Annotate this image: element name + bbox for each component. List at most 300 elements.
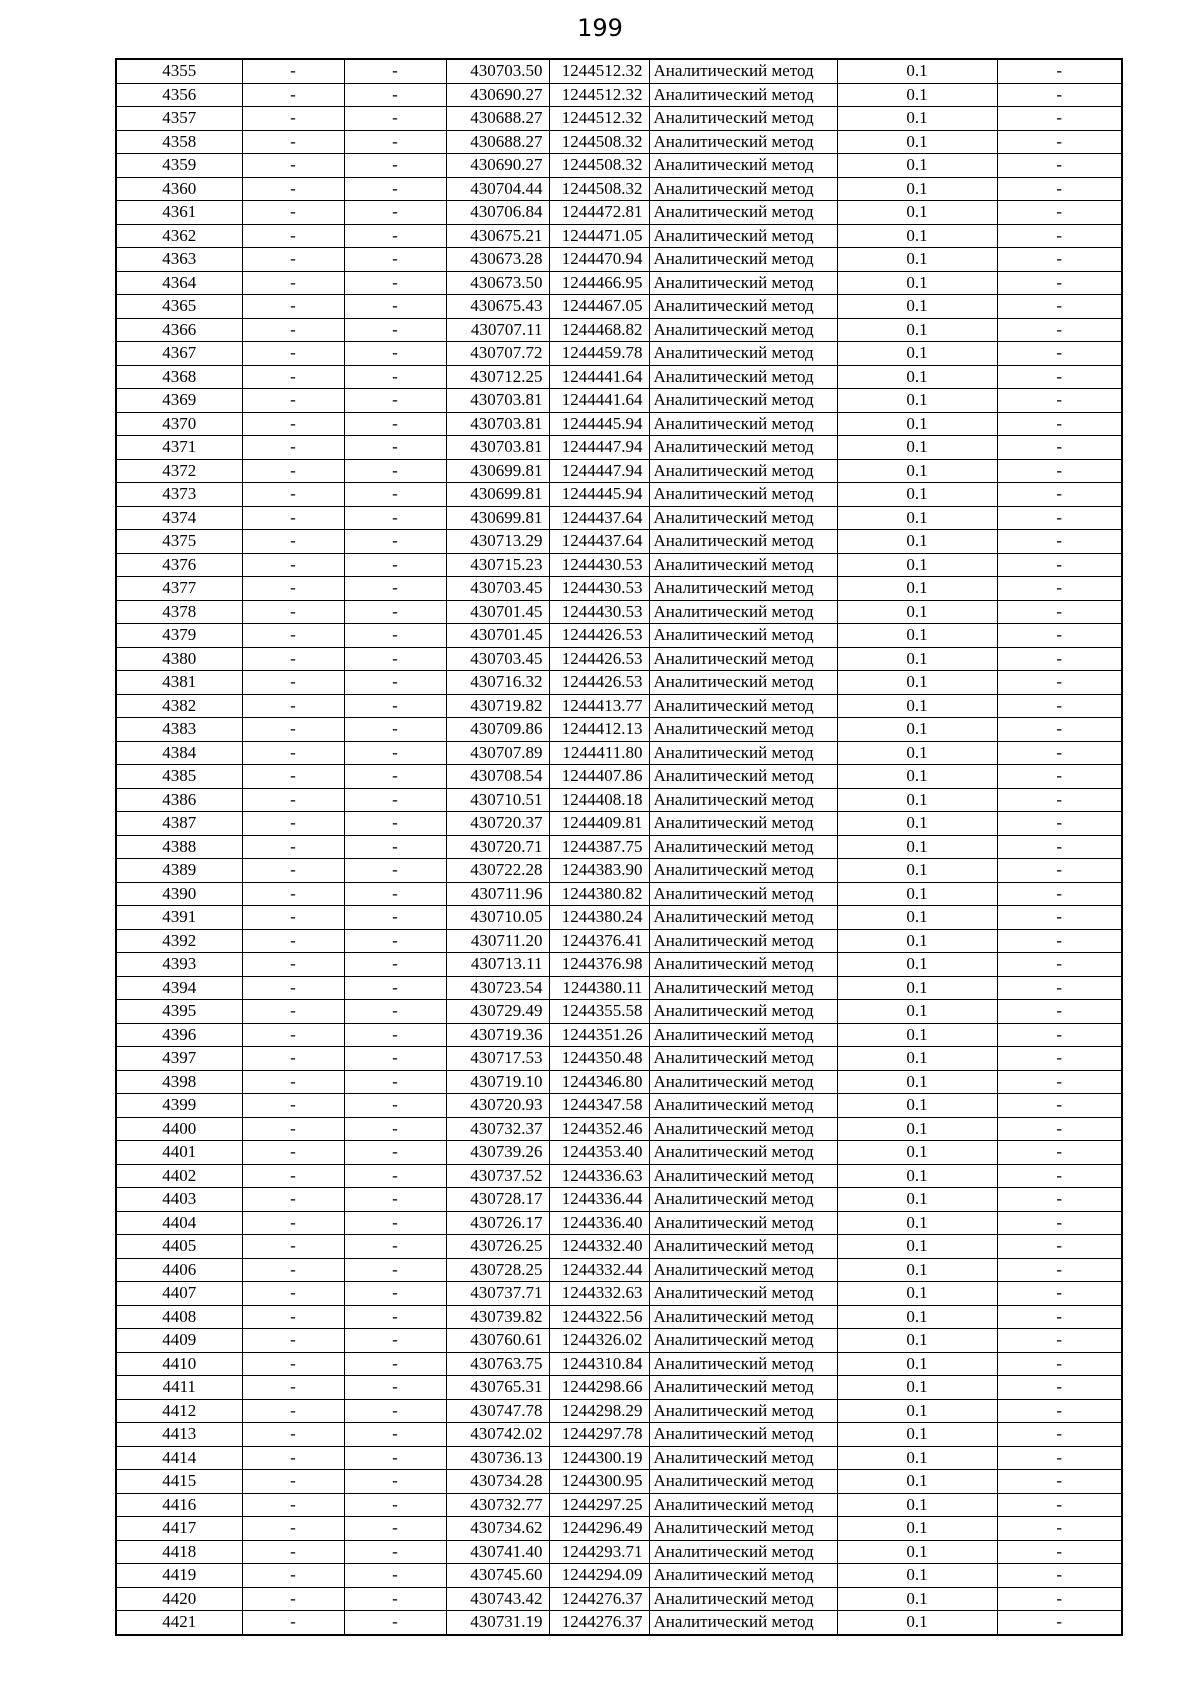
x-coordinate-cell: 430703.81 [446, 389, 549, 413]
empty-cell: - [242, 318, 344, 342]
empty-cell: - [997, 1329, 1122, 1353]
method-cell: Аналитический метод [649, 835, 837, 859]
empty-cell: - [344, 177, 446, 201]
empty-cell: - [997, 107, 1122, 131]
table-row [116, 1188, 1122, 1212]
empty-cell: - [242, 882, 344, 906]
y-coordinate-cell: 1244459.78 [549, 342, 649, 366]
accuracy-cell: 0.1 [837, 929, 997, 953]
empty-cell: - [997, 1564, 1122, 1588]
empty-cell: - [242, 577, 344, 601]
accuracy-cell: 0.1 [837, 506, 997, 530]
method-cell: Аналитический метод [649, 59, 837, 83]
empty-cell: - [997, 389, 1122, 413]
point-number-cell: 4408 [116, 1305, 242, 1329]
point-number-cell: 4417 [116, 1517, 242, 1541]
empty-cell: - [242, 1188, 344, 1212]
accuracy-cell: 0.1 [837, 1540, 997, 1564]
y-coordinate-cell: 1244408.18 [549, 788, 649, 812]
empty-cell: - [997, 1141, 1122, 1165]
method-cell: Аналитический метод [649, 1023, 837, 1047]
table-row [116, 1587, 1122, 1611]
method-cell: Аналитический метод [649, 1211, 837, 1235]
empty-cell: - [344, 976, 446, 1000]
empty-cell: - [997, 600, 1122, 624]
accuracy-cell: 0.1 [837, 1047, 997, 1071]
empty-cell: - [242, 1376, 344, 1400]
method-cell: Аналитический метод [649, 83, 837, 107]
empty-cell: - [344, 1376, 446, 1400]
empty-cell: - [242, 83, 344, 107]
empty-cell: - [997, 835, 1122, 859]
y-coordinate-cell: 1244346.80 [549, 1070, 649, 1094]
method-cell: Аналитический метод [649, 342, 837, 366]
empty-cell: - [344, 694, 446, 718]
empty-cell: - [344, 1587, 446, 1611]
empty-cell: - [242, 1446, 344, 1470]
table-row [116, 365, 1122, 389]
x-coordinate-cell: 430765.31 [446, 1376, 549, 1400]
empty-cell: - [242, 741, 344, 765]
point-number-cell: 4421 [116, 1611, 242, 1635]
point-number-cell: 4373 [116, 483, 242, 507]
y-coordinate-cell: 1244426.53 [549, 671, 649, 695]
y-coordinate-cell: 1244326.02 [549, 1329, 649, 1353]
empty-cell: - [242, 788, 344, 812]
accuracy-cell: 0.1 [837, 1235, 997, 1259]
method-cell: Аналитический метод [649, 1446, 837, 1470]
y-coordinate-cell: 1244470.94 [549, 248, 649, 272]
method-cell: Аналитический метод [649, 506, 837, 530]
point-number-cell: 4407 [116, 1282, 242, 1306]
y-coordinate-cell: 1244298.66 [549, 1376, 649, 1400]
method-cell: Аналитический метод [649, 1000, 837, 1024]
empty-cell: - [242, 1352, 344, 1376]
method-cell: Аналитический метод [649, 1470, 837, 1494]
empty-cell: - [344, 671, 446, 695]
empty-cell: - [997, 459, 1122, 483]
method-cell: Аналитический метод [649, 1188, 837, 1212]
y-coordinate-cell: 1244276.37 [549, 1587, 649, 1611]
y-coordinate-cell: 1244413.77 [549, 694, 649, 718]
point-number-cell: 4371 [116, 436, 242, 460]
y-coordinate-cell: 1244471.05 [549, 224, 649, 248]
x-coordinate-cell: 430690.27 [446, 83, 549, 107]
empty-cell: - [344, 1399, 446, 1423]
table-row [116, 506, 1122, 530]
empty-cell: - [344, 1188, 446, 1212]
x-coordinate-cell: 430699.81 [446, 459, 549, 483]
empty-cell: - [242, 976, 344, 1000]
empty-cell: - [242, 224, 344, 248]
accuracy-cell: 0.1 [837, 1611, 997, 1635]
empty-cell: - [242, 1258, 344, 1282]
empty-cell: - [242, 953, 344, 977]
point-number-cell: 4411 [116, 1376, 242, 1400]
table-row [116, 882, 1122, 906]
empty-cell: - [242, 530, 344, 554]
empty-cell: - [242, 1423, 344, 1447]
coordinates-table [115, 58, 1123, 1636]
empty-cell: - [242, 906, 344, 930]
y-coordinate-cell: 1244276.37 [549, 1611, 649, 1635]
x-coordinate-cell: 430704.44 [446, 177, 549, 201]
empty-cell: - [997, 436, 1122, 460]
empty-cell: - [344, 271, 446, 295]
empty-cell: - [242, 1493, 344, 1517]
empty-cell: - [344, 1117, 446, 1141]
point-number-cell: 4374 [116, 506, 242, 530]
table-row [116, 248, 1122, 272]
point-number-cell: 4413 [116, 1423, 242, 1447]
empty-cell: - [344, 459, 446, 483]
y-coordinate-cell: 1244512.32 [549, 59, 649, 83]
method-cell: Аналитический метод [649, 859, 837, 883]
empty-cell: - [242, 1235, 344, 1259]
y-coordinate-cell: 1244512.32 [549, 83, 649, 107]
accuracy-cell: 0.1 [837, 859, 997, 883]
accuracy-cell: 0.1 [837, 741, 997, 765]
empty-cell: - [344, 812, 446, 836]
y-coordinate-cell: 1244445.94 [549, 483, 649, 507]
y-coordinate-cell: 1244380.11 [549, 976, 649, 1000]
table-row [116, 1376, 1122, 1400]
empty-cell: - [344, 953, 446, 977]
table-row [116, 741, 1122, 765]
empty-cell: - [997, 1517, 1122, 1541]
point-number-cell: 4401 [116, 1141, 242, 1165]
empty-cell: - [242, 59, 344, 83]
method-cell: Аналитический метод [649, 483, 837, 507]
empty-cell: - [344, 929, 446, 953]
point-number-cell: 4409 [116, 1329, 242, 1353]
empty-cell: - [344, 1517, 446, 1541]
x-coordinate-cell: 430703.81 [446, 436, 549, 460]
empty-cell: - [344, 1540, 446, 1564]
table-row [116, 1094, 1122, 1118]
accuracy-cell: 0.1 [837, 1399, 997, 1423]
method-cell: Аналитический метод [649, 600, 837, 624]
x-coordinate-cell: 430675.43 [446, 295, 549, 319]
method-cell: Аналитический метод [649, 1611, 837, 1635]
method-cell: Аналитический метод [649, 929, 837, 953]
x-coordinate-cell: 430743.42 [446, 1587, 549, 1611]
accuracy-cell: 0.1 [837, 1117, 997, 1141]
method-cell: Аналитический метод [649, 1047, 837, 1071]
method-cell: Аналитический метод [649, 906, 837, 930]
y-coordinate-cell: 1244437.64 [549, 506, 649, 530]
method-cell: Аналитический метод [649, 1587, 837, 1611]
empty-cell: - [242, 1470, 344, 1494]
empty-cell: - [997, 1282, 1122, 1306]
x-coordinate-cell: 430688.27 [446, 130, 549, 154]
accuracy-cell: 0.1 [837, 1587, 997, 1611]
x-coordinate-cell: 430732.37 [446, 1117, 549, 1141]
point-number-cell: 4405 [116, 1235, 242, 1259]
empty-cell: - [997, 248, 1122, 272]
method-cell: Аналитический метод [649, 624, 837, 648]
table-row [116, 1141, 1122, 1165]
accuracy-cell: 0.1 [837, 765, 997, 789]
empty-cell: - [997, 553, 1122, 577]
empty-cell: - [242, 812, 344, 836]
table-row [116, 154, 1122, 178]
table-row [116, 412, 1122, 436]
y-coordinate-cell: 1244383.90 [549, 859, 649, 883]
table-row [116, 177, 1122, 201]
point-number-cell: 4382 [116, 694, 242, 718]
accuracy-cell: 0.1 [837, 882, 997, 906]
point-number-cell: 4389 [116, 859, 242, 883]
point-number-cell: 4391 [116, 906, 242, 930]
empty-cell: - [997, 130, 1122, 154]
x-coordinate-cell: 430711.20 [446, 929, 549, 953]
table-row [116, 953, 1122, 977]
y-coordinate-cell: 1244336.44 [549, 1188, 649, 1212]
table-row [116, 1399, 1122, 1423]
point-number-cell: 4368 [116, 365, 242, 389]
x-coordinate-cell: 430720.93 [446, 1094, 549, 1118]
empty-cell: - [242, 130, 344, 154]
y-coordinate-cell: 1244430.53 [549, 553, 649, 577]
accuracy-cell: 0.1 [837, 1094, 997, 1118]
accuracy-cell: 0.1 [837, 271, 997, 295]
method-cell: Аналитический метод [649, 953, 837, 977]
empty-cell: - [242, 1211, 344, 1235]
accuracy-cell: 0.1 [837, 1141, 997, 1165]
y-coordinate-cell: 1244296.49 [549, 1517, 649, 1541]
empty-cell: - [242, 647, 344, 671]
method-cell: Аналитический метод [649, 694, 837, 718]
empty-cell: - [997, 1258, 1122, 1282]
empty-cell: - [344, 483, 446, 507]
empty-cell: - [997, 1470, 1122, 1494]
empty-cell: - [242, 1611, 344, 1635]
empty-cell: - [997, 365, 1122, 389]
method-cell: Аналитический метод [649, 1235, 837, 1259]
table-row [116, 624, 1122, 648]
method-cell: Аналитический метод [649, 1117, 837, 1141]
accuracy-cell: 0.1 [837, 835, 997, 859]
y-coordinate-cell: 1244430.53 [549, 577, 649, 601]
empty-cell: - [344, 1305, 446, 1329]
y-coordinate-cell: 1244508.32 [549, 154, 649, 178]
y-coordinate-cell: 1244353.40 [549, 1141, 649, 1165]
y-coordinate-cell: 1244426.53 [549, 624, 649, 648]
table-row [116, 1564, 1122, 1588]
point-number-cell: 4363 [116, 248, 242, 272]
point-number-cell: 4375 [116, 530, 242, 554]
empty-cell: - [242, 365, 344, 389]
point-number-cell: 4381 [116, 671, 242, 695]
point-number-cell: 4410 [116, 1352, 242, 1376]
x-coordinate-cell: 430711.96 [446, 882, 549, 906]
table-row [116, 1517, 1122, 1541]
empty-cell: - [997, 295, 1122, 319]
empty-cell: - [997, 624, 1122, 648]
table-row [116, 107, 1122, 131]
empty-cell: - [997, 1094, 1122, 1118]
x-coordinate-cell: 430690.27 [446, 154, 549, 178]
x-coordinate-cell: 430742.02 [446, 1423, 549, 1447]
y-coordinate-cell: 1244447.94 [549, 459, 649, 483]
table-row [116, 389, 1122, 413]
y-coordinate-cell: 1244332.63 [549, 1282, 649, 1306]
method-cell: Аналитический метод [649, 130, 837, 154]
empty-cell: - [997, 1493, 1122, 1517]
y-coordinate-cell: 1244298.29 [549, 1399, 649, 1423]
method-cell: Аналитический метод [649, 318, 837, 342]
empty-cell: - [344, 859, 446, 883]
y-coordinate-cell: 1244352.46 [549, 1117, 649, 1141]
empty-cell: - [344, 248, 446, 272]
empty-cell: - [344, 1446, 446, 1470]
point-number-cell: 4400 [116, 1117, 242, 1141]
accuracy-cell: 0.1 [837, 436, 997, 460]
x-coordinate-cell: 430739.26 [446, 1141, 549, 1165]
y-coordinate-cell: 1244467.05 [549, 295, 649, 319]
accuracy-cell: 0.1 [837, 600, 997, 624]
point-number-cell: 4395 [116, 1000, 242, 1024]
empty-cell: - [344, 201, 446, 225]
table-row [116, 1258, 1122, 1282]
method-cell: Аналитический метод [649, 107, 837, 131]
x-coordinate-cell: 430745.60 [446, 1564, 549, 1588]
x-coordinate-cell: 430710.51 [446, 788, 549, 812]
empty-cell: - [997, 412, 1122, 436]
accuracy-cell: 0.1 [837, 647, 997, 671]
x-coordinate-cell: 430710.05 [446, 906, 549, 930]
x-coordinate-cell: 430703.45 [446, 647, 549, 671]
accuracy-cell: 0.1 [837, 318, 997, 342]
accuracy-cell: 0.1 [837, 1305, 997, 1329]
point-number-cell: 4365 [116, 295, 242, 319]
x-coordinate-cell: 430732.77 [446, 1493, 549, 1517]
x-coordinate-cell: 430726.17 [446, 1211, 549, 1235]
point-number-cell: 4419 [116, 1564, 242, 1588]
point-number-cell: 4418 [116, 1540, 242, 1564]
method-cell: Аналитический метод [649, 365, 837, 389]
empty-cell: - [242, 1517, 344, 1541]
empty-cell: - [997, 812, 1122, 836]
empty-cell: - [997, 201, 1122, 225]
point-number-cell: 4416 [116, 1493, 242, 1517]
table-row [116, 1070, 1122, 1094]
point-number-cell: 4384 [116, 741, 242, 765]
empty-cell: - [997, 1423, 1122, 1447]
empty-cell: - [242, 835, 344, 859]
empty-cell: - [344, 224, 446, 248]
table-row [116, 83, 1122, 107]
y-coordinate-cell: 1244332.44 [549, 1258, 649, 1282]
table-row [116, 906, 1122, 930]
table-row [116, 295, 1122, 319]
empty-cell: - [344, 1164, 446, 1188]
empty-cell: - [997, 788, 1122, 812]
method-cell: Аналитический метод [649, 1141, 837, 1165]
x-coordinate-cell: 430703.50 [446, 59, 549, 83]
empty-cell: - [344, 906, 446, 930]
empty-cell: - [242, 694, 344, 718]
y-coordinate-cell: 1244293.71 [549, 1540, 649, 1564]
y-coordinate-cell: 1244380.24 [549, 906, 649, 930]
accuracy-cell: 0.1 [837, 1564, 997, 1588]
empty-cell: - [997, 976, 1122, 1000]
empty-cell: - [997, 1164, 1122, 1188]
x-coordinate-cell: 430713.29 [446, 530, 549, 554]
accuracy-cell: 0.1 [837, 1376, 997, 1400]
empty-cell: - [242, 459, 344, 483]
empty-cell: - [242, 1117, 344, 1141]
y-coordinate-cell: 1244441.64 [549, 365, 649, 389]
accuracy-cell: 0.1 [837, 1164, 997, 1188]
table-row [116, 342, 1122, 366]
table-row [116, 530, 1122, 554]
accuracy-cell: 0.1 [837, 624, 997, 648]
empty-cell: - [997, 530, 1122, 554]
empty-cell: - [344, 1493, 446, 1517]
table-row [116, 436, 1122, 460]
point-number-cell: 4364 [116, 271, 242, 295]
empty-cell: - [997, 1235, 1122, 1259]
table-row [116, 1117, 1122, 1141]
empty-cell: - [344, 1141, 446, 1165]
empty-cell: - [997, 929, 1122, 953]
empty-cell: - [344, 577, 446, 601]
point-number-cell: 4398 [116, 1070, 242, 1094]
accuracy-cell: 0.1 [837, 577, 997, 601]
y-coordinate-cell: 1244445.94 [549, 412, 649, 436]
x-coordinate-cell: 430728.25 [446, 1258, 549, 1282]
method-cell: Аналитический метод [649, 412, 837, 436]
empty-cell: - [344, 1564, 446, 1588]
y-coordinate-cell: 1244447.94 [549, 436, 649, 460]
x-coordinate-cell: 430720.71 [446, 835, 549, 859]
x-coordinate-cell: 430719.82 [446, 694, 549, 718]
x-coordinate-cell: 430723.54 [446, 976, 549, 1000]
accuracy-cell: 0.1 [837, 459, 997, 483]
empty-cell: - [242, 1141, 344, 1165]
method-cell: Аналитический метод [649, 1352, 837, 1376]
accuracy-cell: 0.1 [837, 671, 997, 695]
point-number-cell: 4415 [116, 1470, 242, 1494]
empty-cell: - [997, 859, 1122, 883]
empty-cell: - [344, 1047, 446, 1071]
empty-cell: - [242, 1070, 344, 1094]
empty-cell: - [997, 224, 1122, 248]
x-coordinate-cell: 430712.25 [446, 365, 549, 389]
y-coordinate-cell: 1244300.95 [549, 1470, 649, 1494]
point-number-cell: 4394 [116, 976, 242, 1000]
method-cell: Аналитический метод [649, 1329, 837, 1353]
empty-cell: - [997, 694, 1122, 718]
y-coordinate-cell: 1244336.40 [549, 1211, 649, 1235]
x-coordinate-cell: 430731.19 [446, 1611, 549, 1635]
method-cell: Аналитический метод [649, 788, 837, 812]
method-cell: Аналитический метод [649, 976, 837, 1000]
point-number-cell: 4412 [116, 1399, 242, 1423]
page-number: 199 [577, 14, 623, 42]
empty-cell: - [997, 1376, 1122, 1400]
method-cell: Аналитический метод [649, 201, 837, 225]
table-row [116, 694, 1122, 718]
empty-cell: - [344, 295, 446, 319]
accuracy-cell: 0.1 [837, 1423, 997, 1447]
method-cell: Аналитический метод [649, 1564, 837, 1588]
empty-cell: - [242, 342, 344, 366]
x-coordinate-cell: 430763.75 [446, 1352, 549, 1376]
empty-cell: - [242, 1000, 344, 1024]
